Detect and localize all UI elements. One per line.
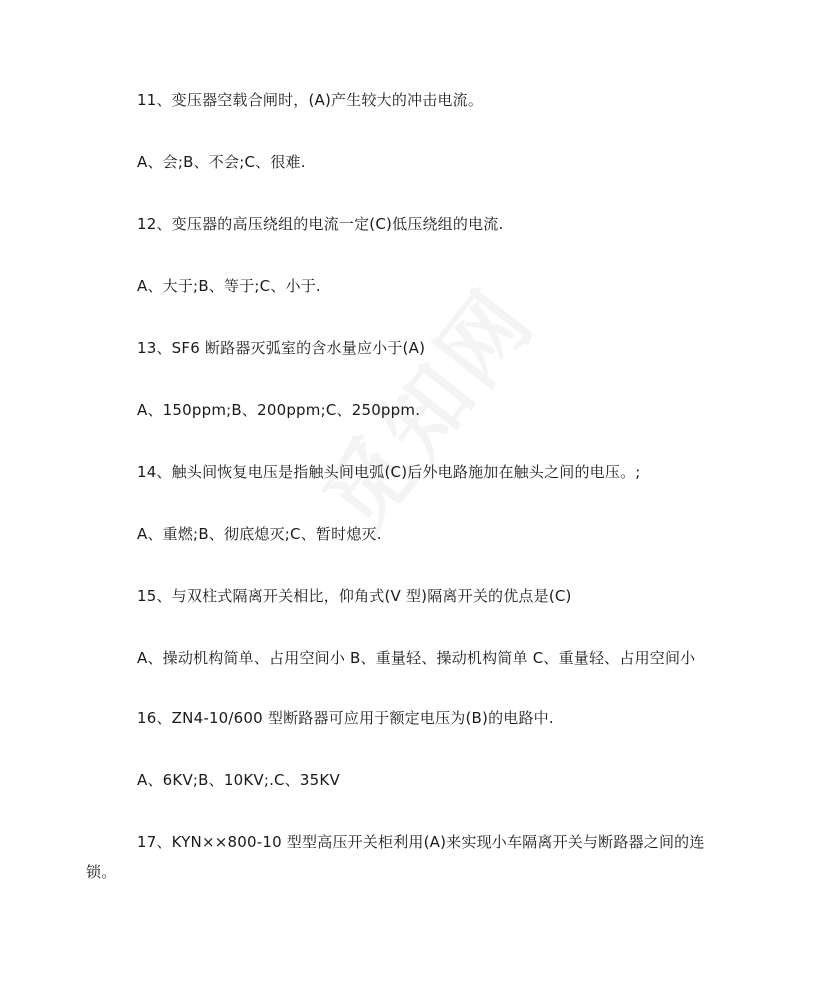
question-12: 12、变压器的高压绕组的电流一定(C)低压绕组的电流. [137, 215, 504, 233]
options-15: A、操动机构简单、占用空间小 B、重量轻、操动机构简单 C、重量轻、占用空间小 [137, 649, 696, 667]
question-14: 14、触头间恢复电压是指触头间电弧(C)后外电路施加在触头之间的电压。; [137, 463, 641, 481]
options-13: A、150ppm;B、200ppm;C、250ppm. [137, 401, 421, 419]
question-17-continuation: 锁。 [86, 863, 117, 881]
options-14: A、重燃;B、彻底熄灭;C、暂时熄灭. [137, 525, 382, 543]
question-11: 11、变压器空载合闸时，(A)产生较大的冲击电流。 [137, 91, 484, 109]
options-12: A、大于;B、等于;C、小于. [137, 277, 321, 295]
question-13: 13、SF6 断路器灭弧室的含水量应小于(A) [137, 339, 426, 357]
options-16: A、6KV;B、10KV;.C、35KV [137, 771, 340, 789]
options-11: A、会;B、不会;C、很难. [137, 153, 306, 171]
question-17: 17、KYN××800-10 型型高压开关柜利用(A)来实现小车隔离开关与断路器之间的连 [137, 833, 705, 851]
question-15: 15、与双柱式隔离开关相比，仰角式(V 型)隔离开关的优点是(C) [137, 587, 572, 605]
question-16: 16、ZN4-10/600 型断路器可应用于额定电压为(B)的电路中. [137, 709, 554, 727]
